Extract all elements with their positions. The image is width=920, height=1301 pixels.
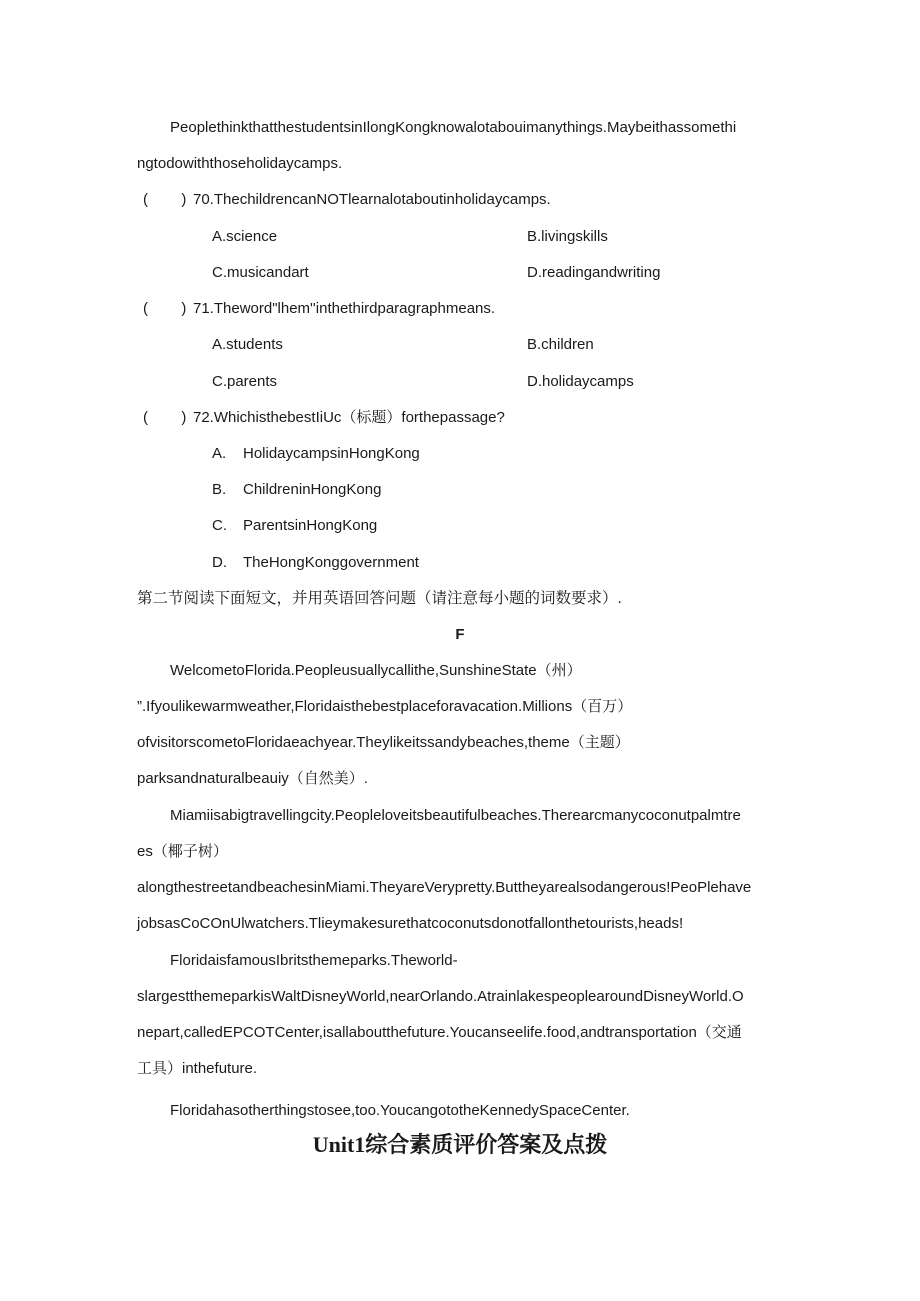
- answer-blank[interactable]: ( ): [143, 300, 187, 317]
- paragraph-line: 工具）inthefuture.: [137, 1060, 258, 1077]
- option-d: D.readingandwriting: [527, 264, 661, 281]
- paragraph-line: jobsasCoCOnUlwatchers.Tlieymakesurethatcoconutsdonotfallonthetourists,heads!: [137, 915, 684, 932]
- option-d: [212, 553, 419, 573]
- option-text: ChildreninHongKong: [243, 481, 382, 498]
- option-a: A.students: [212, 336, 283, 353]
- option-c: C.musicandart: [212, 264, 309, 281]
- paragraph-line: FloridaisfamousIbritsthemeparks.Theworld-: [170, 952, 458, 969]
- option-letter: D.: [212, 554, 227, 571]
- question-stem: 72.WhichisthebestIiUc（标题）forthepassage?: [193, 409, 505, 426]
- option-letter: C.: [212, 517, 227, 534]
- option-text: ParentsinHongKong: [243, 517, 378, 534]
- answer-section-title: Unit1综合素质评价答案及点拨: [312, 1132, 608, 1157]
- question-stem: 71.Theword"lhem''inthethirdparagraphmeans.: [193, 300, 496, 317]
- option-b: [212, 480, 381, 500]
- option-c: C.parents: [212, 373, 278, 390]
- option-letter: A.: [212, 445, 227, 462]
- option-a: A.science: [212, 228, 278, 245]
- option-text: HolidaycampsinHongKong: [243, 445, 420, 462]
- option-b: B.children: [527, 336, 594, 353]
- option-a: [212, 444, 420, 464]
- option-c: [212, 516, 377, 536]
- paragraph-line: PeoplethinkthatthestudentsinIlongKongknowalotabouimanythings.Maybeithassomethi: [170, 119, 737, 136]
- answer-blank[interactable]: ( ): [143, 191, 187, 208]
- answer-blank[interactable]: ( ): [143, 409, 187, 426]
- option-text: TheHongKonggovernment: [243, 554, 419, 571]
- option-b: B.livingskills: [527, 228, 608, 245]
- paragraph-line: ”.Ifyoulikewarmweather,Floridaisthebestplaceforavacation.Millions（百万）: [137, 698, 633, 715]
- passage-label: F: [455, 626, 465, 643]
- paragraph-line: es（椰子树）: [137, 843, 228, 860]
- paragraph-line: parksandnaturalbeauiy（自然美）.: [137, 770, 368, 787]
- paragraph-line: ofvisitorscometoFloridaeachyear.Theylikeitssandybeaches,theme（主题）: [137, 734, 630, 751]
- paragraph-line: ngtodowiththoseholidaycamps.: [137, 155, 343, 172]
- option-letter: B.: [212, 481, 227, 498]
- section-heading: 第二节阅读下面短文，并用英语回答问题（请注意每小题的词数要求）.: [137, 590, 622, 607]
- paragraph-line: nepart,calledEPCOTCenter,isallaboutthefuture.Youcanseelife.food,andtransportation（交通: [137, 1024, 742, 1041]
- paragraph-line: Floridahasotherthingstosee,too.YoucangototheKennedySpaceCenter.: [170, 1102, 630, 1119]
- question-stem: 70.ThechildrencanNOTlearnalotaboutinholidaycamps.: [193, 191, 551, 208]
- paragraph-line: alongthestreetandbeachesinMiami.TheyareVerypretty.Buttheyarealsodangerous!PeoPlehave: [137, 879, 752, 896]
- paragraph-line: Miamiisabigtravellingcity.Peopleloveitsbeautifulbeaches.Therearcmanycoconutpalmtre: [170, 807, 741, 824]
- paragraph-line: slargestthemeparkisWaltDisneyWorld,nearOrlando.AtrainlakespeoplearoundDisneyWorld.O: [137, 988, 744, 1005]
- paragraph-line: WelcometoFlorida.Peopleusuallycallithe,SunshineState（州）: [170, 662, 582, 679]
- option-d: D.holidaycamps: [527, 373, 634, 390]
